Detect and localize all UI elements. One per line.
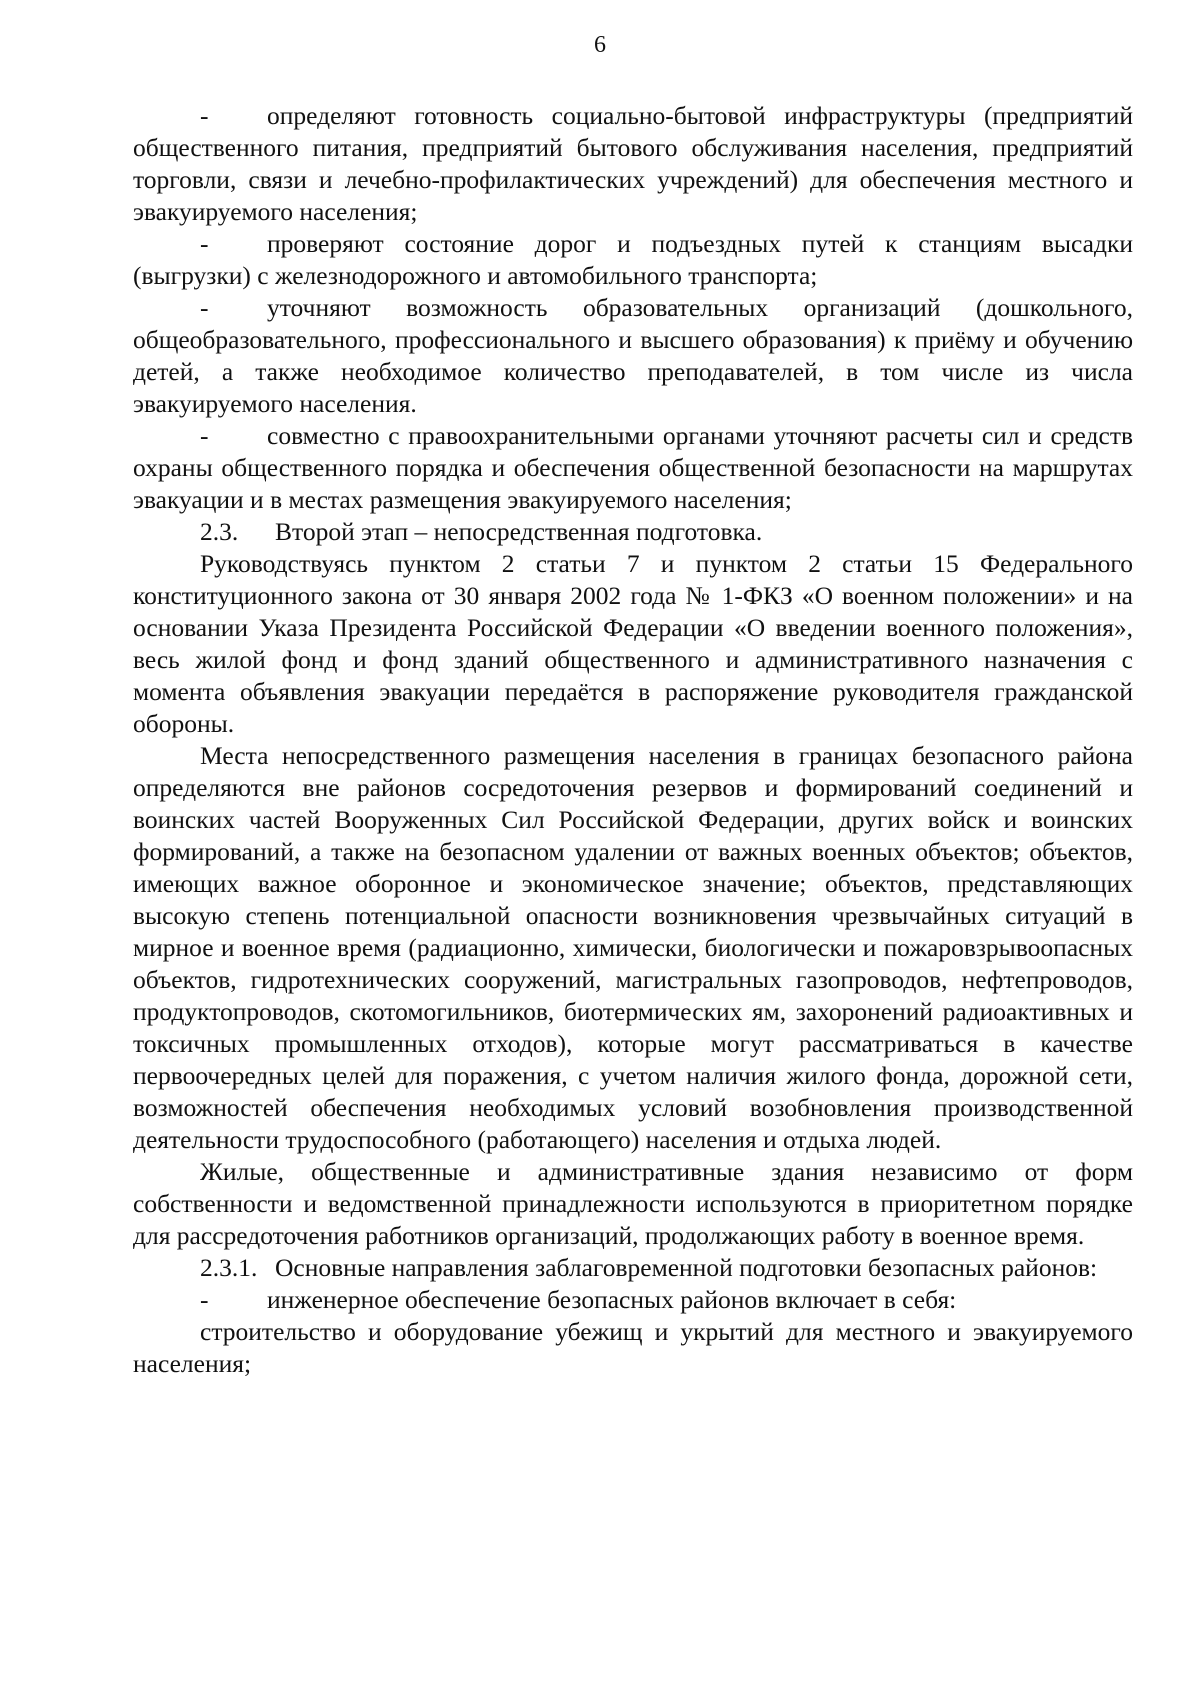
- paragraph-text: уточняют возможность образовательных организаций (дошкольного, общеобразовательного, профессионального и высшего образования) к приёму и обучению детей, а также необходимое количество преподавателей, в том числе из числа эвакуируемого населения.: [133, 293, 1133, 418]
- paragraph-text: совместно с правоохранительными органами уточняют расчеты сил и средств охраны общественного порядка и обеспечения общественной безопасности на маршрутах эвакуации и в местах размещения эвакуируемого населения;: [133, 421, 1133, 514]
- section-heading-2-3-1: [133, 1252, 1133, 1284]
- paragraph-text: инженерное обеспечение безопасных районов включает в себя:: [267, 1285, 957, 1314]
- bullet-paragraph-infrastructure: [133, 100, 1133, 228]
- paragraph-shelters: строительство и оборудование убежищ и укрытий для местного и эвакуируемого населения;: [133, 1317, 1133, 1378]
- paragraph-text: определяют готовность социально-бытовой инфраструктуры (предприятий общественного питания, предприятий бытового обслуживания населения, предприятий торговли, связи и лечебно-профилактических учреждений) для обеспечения местного и эвакуируемого населения;: [133, 101, 1133, 226]
- bullet-dash: -: [200, 229, 209, 258]
- bullet-paragraph-engineering: [133, 1284, 1133, 1316]
- bullet-dash: -: [200, 1285, 209, 1314]
- section-title: Основные направления заблаговременной подготовки безопасных районов:: [275, 1253, 1098, 1282]
- section-heading-2-3: [133, 516, 1133, 548]
- bullet-paragraph-education: [133, 292, 1133, 420]
- paragraph-text: проверяют состояние дорог и подъездных путей к станциям высадки (выгрузки) с железнодорожного и автомобильного транспорта;: [133, 229, 1133, 290]
- document-body: [133, 100, 1133, 1380]
- bullet-dash: -: [200, 421, 209, 450]
- paragraph-placement-locations: Места непосредственного размещения населения в границах безопасного района определяются вне районов сосредоточения резервов и формирований соединений и воинских частей Вооруженных Сил Российской Федерации, других войск и воинских формирований, а также на безопасном удалении от важных военных объектов; объектов, имеющих важное оборонное и экономическое значение; объектов, представляющих высокую степень потенциальной опасности возникновения чрезвычайных ситуаций в мирное и военное время (радиационно, химически, биологически и пожаровзрывоопасных объектов, гидротехнических сооружений, магистральных газопроводов, нефтепроводов, продуктопроводов, скотомогильников, биотермических ям, захоронений радиоактивных и токсичных промышленных отходов), которые могут рассматриваться в качестве первоочередных целей для поражения, с учетом наличия жилого фонда, дорожной сети, возможностей обеспечения необходимых условий возобновления производственной деятельности трудоспособного (работающего) населения и отдыха людей.: [133, 741, 1133, 1154]
- section-number: 2.3.1.: [200, 1253, 258, 1282]
- bullet-dash: -: [200, 101, 209, 130]
- bullet-paragraph-security: [133, 420, 1133, 516]
- page-number: 6: [594, 32, 606, 58]
- bullet-dash: -: [200, 293, 209, 322]
- paragraph-martial-law: Руководствуясь пунктом 2 статьи 7 и пунктом 2 статьи 15 Федерального конституционного закона от 30 января 2002 года № 1-ФКЗ «О военном положении» и на основании Указа Президента Российской Федерации «О введении военного положения», весь жилой фонд и фонд зданий общественного и административного назначения с момента объявления эвакуации передаётся в распоряжение руководителя гражданской обороны.: [133, 549, 1133, 738]
- section-title: Второй этап – непосредственная подготовка.: [275, 517, 763, 546]
- paragraph-buildings: Жилые, общественные и административные здания независимо от форм собственности и ведомственной принадлежности используются в приоритетном порядке для рассредоточения работников организаций, продолжающих работу в военное время.: [133, 1157, 1133, 1250]
- section-number: 2.3.: [200, 517, 239, 546]
- bullet-paragraph-roads: [133, 228, 1133, 292]
